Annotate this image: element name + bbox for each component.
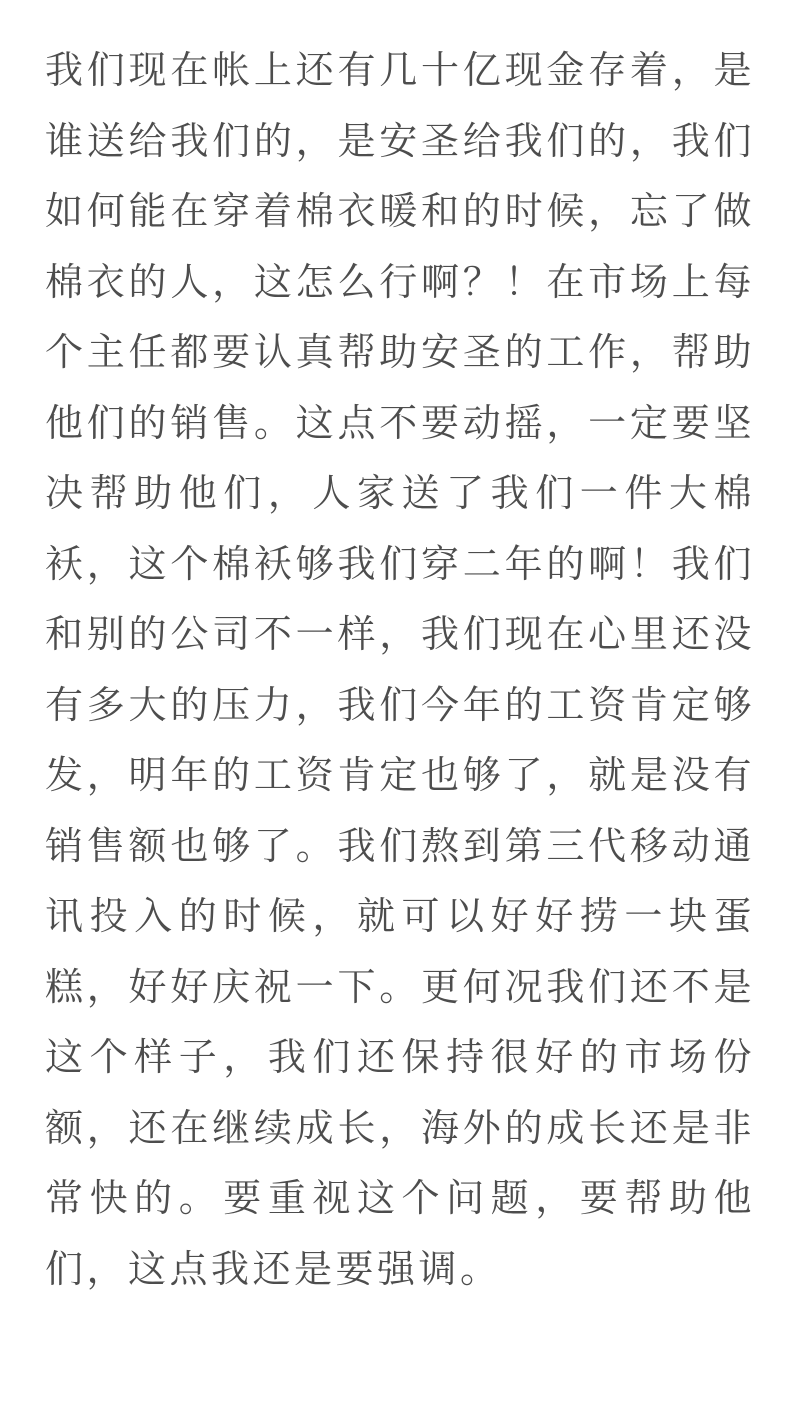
text-line: 常快的。要重视这个问题，要帮助他 [45,1176,755,1220]
text-line: 我们现在帐上还有几十亿现金存着，是 [45,48,755,92]
text-line: 这个样子，我们还保持很好的市场份 [45,1035,755,1079]
text-line: 谁送给我们的，是安圣给我们的，我们 [45,118,755,163]
text-line: 额，还在继续成长，海外的成长还是非 [45,1105,755,1150]
text-line: 袄，这个棉袄够我们穿二年的啊！我们 [45,541,755,586]
text-line: 们，这点我还是要强调。 [45,1246,502,1291]
text-line: 有多大的压力，我们今年的工资肯定够 [45,682,755,727]
text-line: 糕，好好庆祝一下。更何况我们还不是 [45,964,755,1009]
text-line: 讯投入的时候，就可以好好捞一块蛋 [45,894,755,938]
text-line: 发，明年的工资肯定也够了，就是没有 [45,753,755,797]
text-line: 和别的公司不一样，我们现在心里还没 [45,612,755,656]
text-line: 决帮助他们，人家送了我们一件大棉 [45,471,755,515]
text-line: 他们的销售。这点不要动摇，一定要坚 [45,400,755,445]
text-line: 个主任都要认真帮助安圣的工作，帮助 [45,330,755,374]
text-line: 销售额也够了。我们熬到第三代移动通 [45,823,755,868]
text-line: 如何能在穿着棉衣暖和的时候，忘了做 [45,189,755,233]
text-line: 棉衣的人，这怎么行啊？！在市场上每 [45,259,755,304]
